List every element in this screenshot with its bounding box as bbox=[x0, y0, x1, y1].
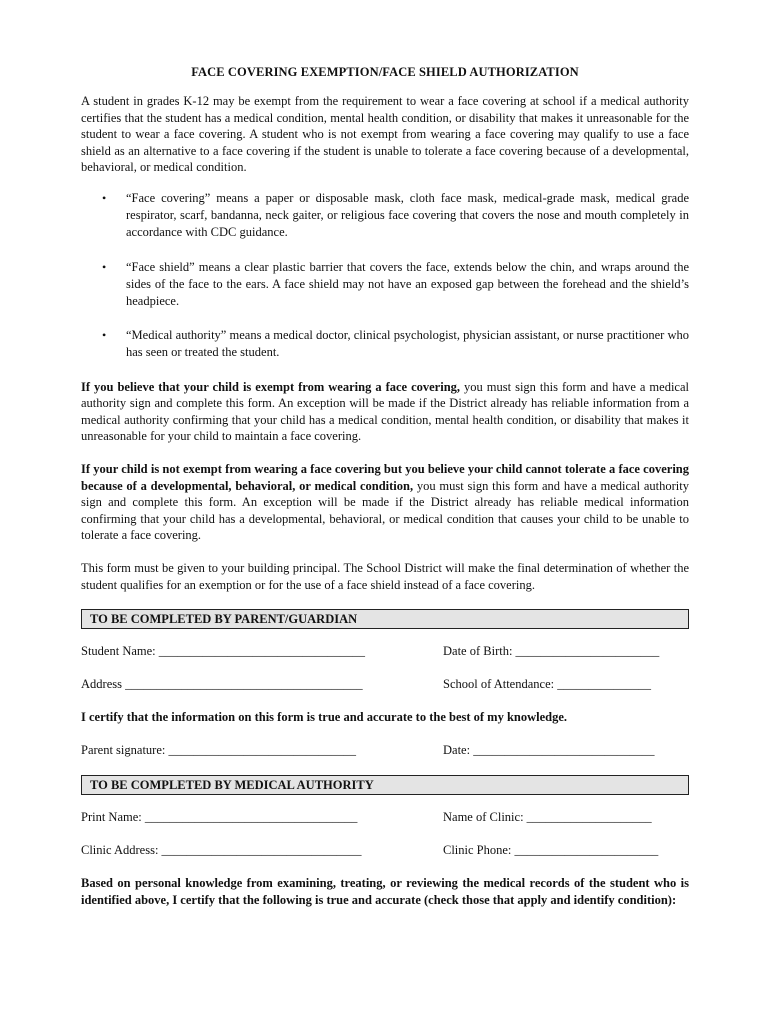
definition-text: “Face shield” means a clear plastic barrier that covers the face, extends below the chin, and wraps around the sides of the face to the ears. A face shield may not have an exposed gap between the forehead and the shield’s headpiece. bbox=[126, 259, 689, 308]
not-exempt-rest: you must sign this form and have a medical authority sign and complete this form. An exception will be made if the District already has reliable medical information confirming that your child has a developmental, behavioral, or medical condition that causes your child to be unable to tolerate a face covering. bbox=[81, 478, 689, 543]
parent-section-header: TO BE COMPLETED BY PARENT/GUARDIAN bbox=[81, 609, 689, 629]
definition-face-shield bbox=[81, 259, 689, 311]
parent-date-field[interactable]: Date: _____________________________ bbox=[443, 743, 655, 758]
print-name-field[interactable]: Print Name: __________________________________ bbox=[81, 810, 358, 825]
parent-row-1 bbox=[81, 643, 689, 659]
bullet-icon: • bbox=[102, 328, 107, 343]
exempt-rest: you must sign this form and have a medical authority sign and complete this form. An exception will be made if the District already has reliable information from a medical authority confirming that your child has a medical condition, mental health condition, or disability that makes it unreasonable for your child to maintain a face covering. bbox=[81, 379, 689, 444]
medical-row-1 bbox=[81, 809, 689, 825]
student-name-field[interactable]: Student Name: _________________________________ bbox=[81, 644, 366, 659]
definitions-list bbox=[81, 190, 689, 362]
document-title: FACE COVERING EXEMPTION/FACE SHIELD AUTHORIZATION bbox=[191, 65, 579, 79]
principal-paragraph: This form must be given to your building principal. The School District will make the final determination of whether the student qualifies for an exemption or for the use of a face shield instead of a face covering. bbox=[81, 560, 689, 592]
parent-row-3 bbox=[81, 742, 689, 758]
address-field[interactable]: Address ______________________________________ bbox=[81, 677, 363, 692]
clinic-name-field[interactable]: Name of Clinic: ____________________ bbox=[443, 810, 652, 825]
clinic-address-field[interactable]: Clinic Address: ________________________________ bbox=[81, 843, 362, 858]
not-exempt-paragraph bbox=[81, 461, 689, 544]
parent-certify-statement: I certify that the information on this form is true and accurate to the best of my knowledge. bbox=[81, 710, 568, 725]
parent-signature-field[interactable]: Parent signature: ______________________________ bbox=[81, 743, 356, 758]
clinic-phone-field[interactable]: Clinic Phone: _______________________ bbox=[443, 843, 659, 858]
bullet-icon: • bbox=[102, 190, 107, 205]
medical-section-header: TO BE COMPLETED BY MEDICAL AUTHORITY bbox=[81, 775, 689, 795]
definition-medical-authority bbox=[81, 327, 689, 361]
medical-row-2 bbox=[81, 842, 689, 858]
definition-text: “Face covering” means a paper or disposable mask, cloth face mask, medical-grade mask, medical grade respirator, scarf, bandanna, neck gaiter, or religious face covering that covers the nose and mouth completely in accordance with CDC guidance. bbox=[126, 190, 689, 240]
bullet-icon: • bbox=[102, 259, 107, 274]
intro-paragraph: A student in grades K-12 may be exempt from the requirement to wear a face covering at school if a medical authority certifies that the student has a medical condition, mental health condition, or disability that makes it unreasonable for the student to wear a face covering. A student who is not exempt from wearing a face covering may qualify to use a face shield as an alternative to a face covering if the student is unable to tolerate a face covering because of a developmental, behavioral, or medical condition. bbox=[81, 94, 689, 175]
parent-row-2 bbox=[81, 676, 689, 692]
not-exempt-lead: If your child is not exempt from wearing a face covering but you believe your child cannot tolerate a face covering because of a developmental, behavioral, or medical condition, bbox=[81, 461, 689, 493]
exempt-paragraph bbox=[81, 379, 689, 445]
exempt-lead: If you believe that your child is exempt from wearing a face covering, bbox=[81, 379, 461, 394]
medical-certify-statement: Based on personal knowledge from examining, treating, or reviewing the medical records of the student who is identified above, I certify that the following is true and accurate (check those that apply and identify condition): bbox=[81, 876, 689, 907]
school-of-attendance-field[interactable]: School of Attendance: _______________ bbox=[443, 677, 651, 692]
definition-text: “Medical authority” means a medical doctor, clinical psychologist, physician assistant, or nurse practitioner who has seen or treated the student. bbox=[126, 328, 689, 360]
definition-face-covering bbox=[81, 190, 689, 242]
date-of-birth-field[interactable]: Date of Birth: _______________________ bbox=[443, 644, 660, 659]
